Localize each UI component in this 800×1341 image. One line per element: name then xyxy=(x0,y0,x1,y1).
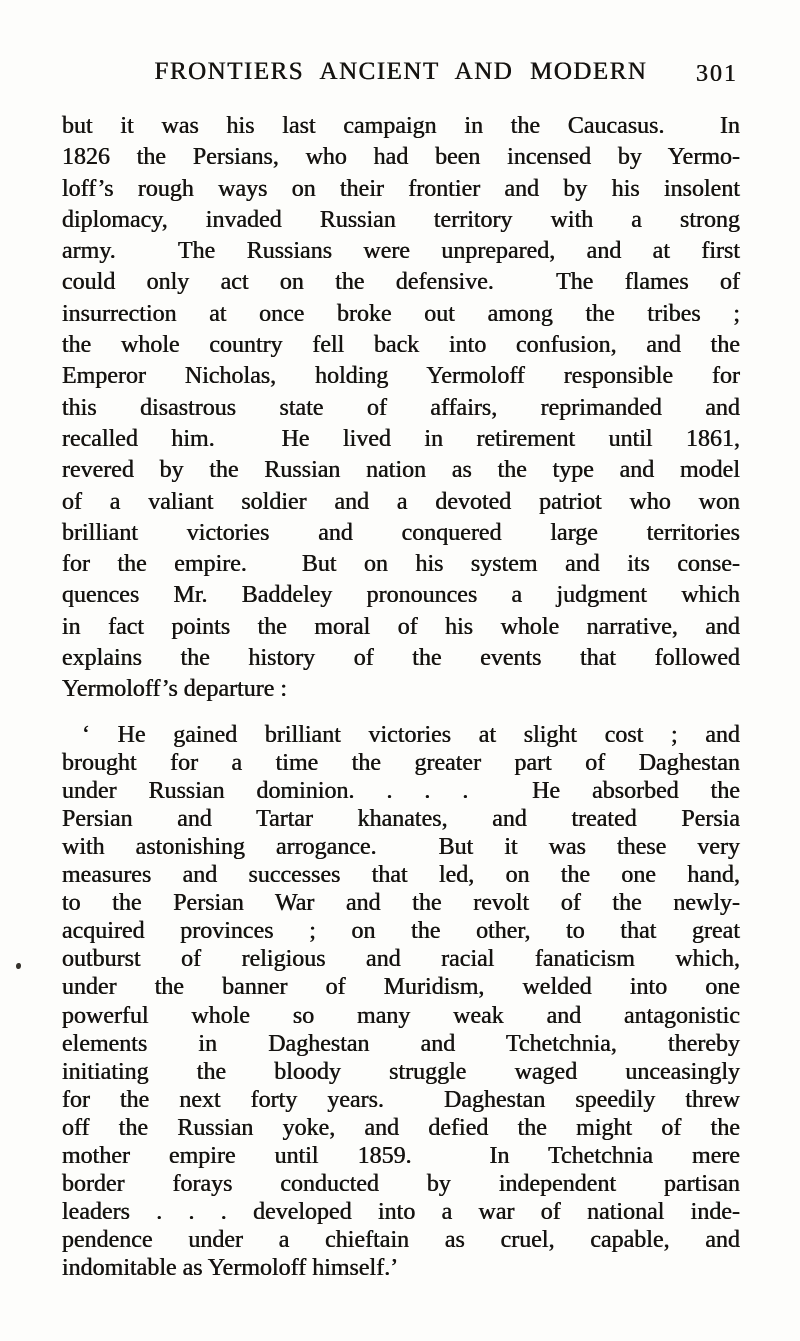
text-line: could only act on the defensive. The flames of xyxy=(62,269,740,296)
text-line: in fact points the moral of his whole narrative, and xyxy=(62,613,740,640)
text-line: quences Mr. Baddeley pronounces a judgment which xyxy=(62,582,740,609)
text-line: for the next forty years. Daghestan speedily threw xyxy=(62,1086,740,1113)
text-line: explains the history of the events that followed xyxy=(62,645,740,672)
text-line: outburst of religious and racial fanaticism which, xyxy=(62,946,740,973)
text-line: under Russian dominion. . . . He absorbed the xyxy=(62,777,740,804)
text-line: Persian and Tartar khanates, and treated Persia xyxy=(62,805,740,832)
text-line: with astonishing arrogance. But it was these very xyxy=(62,834,740,861)
text-line: pendence under a chieftain as cruel, capable, and xyxy=(62,1227,740,1254)
text-line: but it was his last campaign in the Caucasus. In xyxy=(62,113,740,139)
page-number: 301 xyxy=(696,61,738,87)
text-line: of a valiant soldier and a devoted patriot who won xyxy=(62,488,740,515)
text-line: brilliant victories and conquered large territories xyxy=(62,519,740,546)
text-line: for the empire. But on his system and its conse- xyxy=(62,551,740,578)
text-line: Emperor Nicholas, holding Yermoloff responsible for xyxy=(62,363,740,390)
text-line: recalled him. He lived in retirement until 1861, xyxy=(62,425,740,452)
text-line: border forays conducted by independent partisan xyxy=(62,1171,740,1198)
paragraph-quote xyxy=(62,721,740,1283)
text-line: indomitable as Yermoloff himself.’ xyxy=(62,1255,399,1282)
running-header xyxy=(62,58,740,88)
text-line: revered by the Russian nation as the type and model xyxy=(62,457,740,484)
text-line: army. The Russians were unprepared, and at first xyxy=(62,238,740,265)
text-line: loff’s rough ways on their frontier and by his insolent xyxy=(62,175,740,202)
text-line: diplomacy, invaded Russian territory with a strong xyxy=(62,206,740,233)
text-line: insurrection at once broke out among the tribes ; xyxy=(62,300,740,327)
page-header-title: FRONTIERS ANCIENT AND MODERN xyxy=(154,58,648,85)
text-line: 1826 the Persians, who had been incensed by Yermo- xyxy=(62,144,740,171)
text-line: off the Russian yoke, and defied the might of the xyxy=(62,1114,740,1141)
text-line: Yermoloff’s departure : xyxy=(62,676,288,703)
text-line: the whole country fell back into confusion, and the xyxy=(62,332,740,359)
text-line: mother empire until 1859. In Tchetchnia mere xyxy=(62,1143,740,1170)
text-block xyxy=(62,111,740,1283)
text-line: brought for a time the greater part of Daghestan xyxy=(62,749,740,776)
text-line: this disastrous state of affairs, reprimanded and xyxy=(62,394,740,421)
text-line: leaders . . . developed into a war of national inde- xyxy=(62,1199,740,1226)
text-line: ‘ He gained brilliant victories at slight cost ; and xyxy=(82,721,740,748)
text-line: powerful whole so many weak and antagonistic xyxy=(62,1002,740,1029)
text-line: elements in Daghestan and Tchetchnia, thereby xyxy=(62,1030,740,1057)
ink-speck-artifact xyxy=(16,963,21,969)
paragraph-main xyxy=(62,111,740,706)
text-line: to the Persian War and the revolt of the newly- xyxy=(62,890,740,917)
text-line: acquired provinces ; on the other, to that great xyxy=(62,918,740,945)
text-line: under the banner of Muridism, welded into one xyxy=(62,974,740,1001)
text-line: initiating the bloody struggle waged unceasingly xyxy=(62,1058,740,1085)
text-line: measures and successes that led, on the one hand, xyxy=(62,862,740,889)
